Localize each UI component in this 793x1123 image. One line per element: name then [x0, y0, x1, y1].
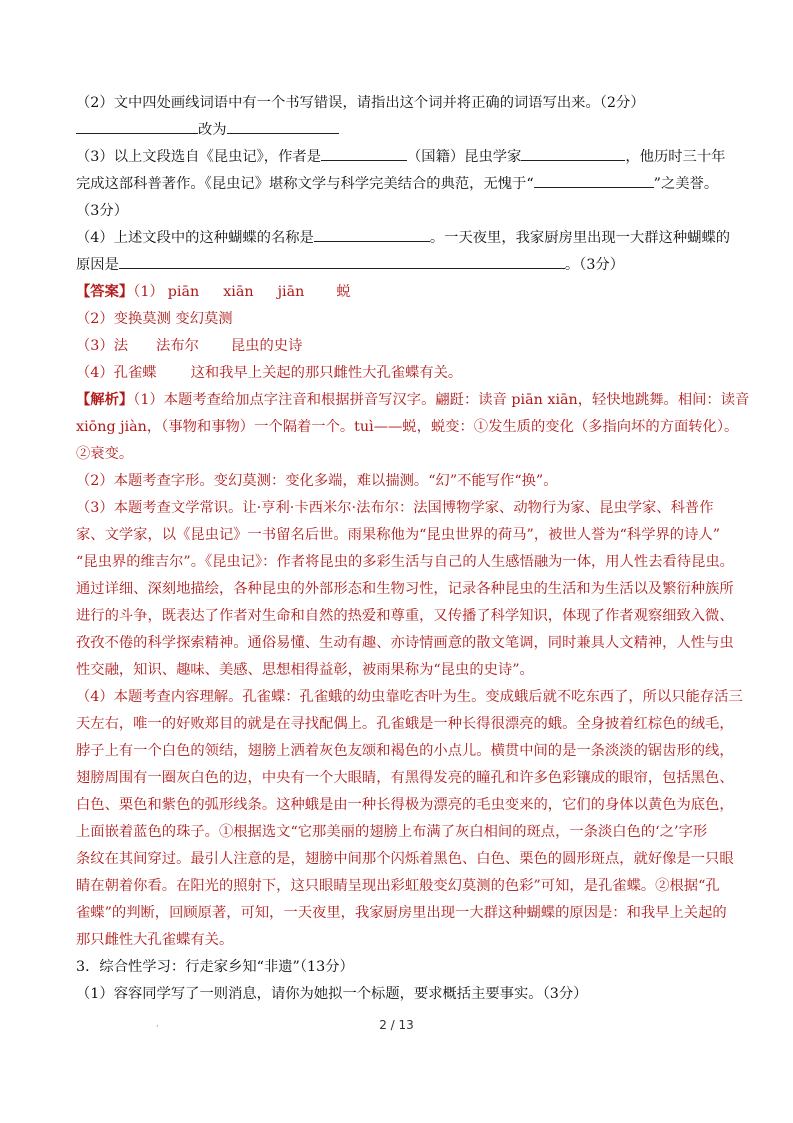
analysis-line: 天左右，唯一的好败郑目的就是在寻找配偶上。孔雀蛾是一种长得很漂亮的蛾。全身披着红棕色的绒毛， — [76, 716, 734, 732]
answer-line-2: （2）变换莫测 变幻莫测 — [76, 311, 233, 327]
answer-blank[interactable] — [321, 146, 407, 161]
question-4-line2 — [76, 252, 726, 279]
answer-blank[interactable] — [521, 146, 625, 161]
question-3 — [76, 144, 726, 171]
answer-1-item: 蜕 — [336, 284, 351, 300]
question-2: （2）文中四处画线词语中有一个书写错误，请指出这个词并将正确的词语写出来。（2分） — [76, 95, 645, 111]
answer-line-4 — [76, 360, 726, 387]
analysis-line: 家、文学家，以《昆虫记》一书留名后世。雨果称他为“昆虫世界的荷马”，被世人誉为“科学界的诗人” — [76, 527, 720, 543]
question-4-text-b: 。一天夜里，我家厨房里出现一大群这种蝴蝶的 — [429, 230, 731, 246]
analysis-line: 白色、栗色和紫色的弧形线条。这种蛾是由一种长得极为漂亮的毛虫变来的，它们的身体以黄色为底色， — [76, 797, 734, 813]
question-3-line2 — [76, 171, 726, 198]
question-3-text-e: ”之美誉。 — [653, 176, 719, 192]
analysis-text: （1）本题考查给加点字注音和根据拼音写汉字。翩跹：读音 piān xiān，轻快地跳舞。相间：读音 — [133, 392, 750, 408]
comprehensive-question-title: 3．综合性学习：行走家乡知“非遗”（13分） — [76, 959, 354, 975]
analysis-line: 睛在朝着你看。在阳光的照射下，这只眼睛呈现出彩虹般变幻莫测的色彩”可知，是孔雀蝶。②根据“孔 — [76, 878, 720, 894]
answer-1-item: xiān — [223, 284, 254, 300]
question-4-text-c: 原因是 — [76, 257, 119, 273]
analysis-line: 通过详细、深刻地描绘，各种昆虫的外部形态和生物习性，记录各种昆虫的生活和为生活以及繁衍种族所 — [76, 581, 734, 597]
analysis-line: （4）本题考查内容理解。孔雀蝶：孔雀蛾的幼虫靠吃杏叶为生。变成蛾后就不吃东西了，所以只能存活三 — [76, 689, 743, 705]
question-3-text-c: ，他历时三十年 — [625, 149, 726, 165]
page-mark: · — [156, 1022, 159, 1032]
answer-1-item: jiān — [277, 284, 305, 300]
answer-blank[interactable] — [314, 227, 430, 242]
change-to-label: 改为 — [198, 122, 227, 138]
analysis-line: 性交融，知识、趣味、美感、思想相得益彰，被雨果称为“昆虫的史诗”。 — [76, 662, 534, 678]
analysis-line: 翅膀周围有一圈灰白色的边，中央有一个大眼睛，有黑得发亮的瞳孔和许多色彩镶成的眼帘，包括黑色、 — [76, 770, 734, 786]
answer-blank[interactable] — [76, 119, 198, 134]
page-number: 2 / 13 — [379, 1018, 414, 1032]
analysis-line: xiōng jiàn，（事物和事物）一个隔着一个。tuì——蜕，蜕变：①发生质的变化（多指向坏的方面转化）。 — [76, 419, 739, 435]
answer-blank[interactable] — [119, 254, 565, 269]
analysis-line — [76, 387, 750, 414]
comprehensive-question-1: （1）容容同学写了一则消息，请你为她拟一个标题，要求概括主要事实。（3分） — [76, 986, 588, 1002]
analysis-line: 进行的斗争，既表达了作者对生命和自然的热爱和尊重，又传播了科学知识，体现了作者观察细致入微、 — [76, 608, 734, 624]
answer-1-prefix: （1） — [133, 284, 164, 300]
answer-3-b: 法布尔 — [156, 338, 199, 354]
analysis-tag: 【解析】 — [76, 392, 134, 408]
analysis-line: 雀蝶”的判断，回顾原著，可知，一天夜里，我家厨房里出现一大群这种蝴蝶的原因是：和我早上关起的 — [76, 905, 727, 921]
analysis-line: 那只雌性大孔雀蝶有关。 — [76, 932, 234, 948]
answer-4-b: 这和我早上关起的那只雌性大孔雀蝶有关。 — [190, 365, 463, 381]
analysis-line: 孜孜不倦的科学探索精神。通俗易懂、生动有趣、亦诗情画意的散文笔调，同时兼具人文精神，人性与虫 — [76, 635, 734, 651]
question-3-score: （3分） — [76, 203, 128, 219]
question-2-blanks — [76, 117, 726, 144]
analysis-line: （2）本题考查字形。变幻莫测：变化多端，难以揣测。“幻”不能写作“换”。 — [76, 473, 558, 489]
question-3-text-d: 完成这部科普著作。《昆虫记》堪称文学与科学完美结合的典范，无愧于“ — [76, 176, 534, 192]
question-3-text-b: （国籍）昆虫学家 — [407, 149, 522, 165]
answer-line-1 — [76, 279, 726, 306]
analysis-line: 上面嵌着蓝色的珠子。①根据选文“它那美丽的翅膀上布满了灰白相间的斑点，一条淡白色的‘之’字形 — [76, 824, 708, 840]
analysis-line: 脖子上有一个白色的领结，翅膀上洒着灰色友颂和褐色的小点儿。横贯中间的是一条淡淡的锯齿形的线， — [76, 743, 734, 759]
analysis-line: （3）本题考查文学常识。让·亨利·卡西米尔·法布尔：法国博物学家、动物行为家、昆虫学家、科普作 — [76, 500, 714, 516]
analysis-line: ②衰变。 — [76, 446, 134, 462]
question-4-text-a: （4）上述文段中的这种蝴蝶的名称是 — [76, 230, 314, 246]
answer-blank[interactable] — [227, 119, 339, 134]
answer-3-a: （3）法 — [76, 338, 128, 354]
question-4 — [76, 225, 731, 252]
answer-3-c: 昆虫的史诗 — [230, 338, 303, 354]
answer-line-3 — [76, 333, 726, 360]
answer-4-a: （4）孔雀蝶 — [76, 365, 157, 381]
answer-blank[interactable] — [534, 173, 654, 188]
question-3-text-a: （3）以上文段选自《昆虫记》，作者是 — [76, 149, 321, 165]
analysis-line: “昆虫界的维吉尔”。《昆虫记》：作者将昆虫的多彩生活与自己的人生感悟融为一体，用人性去看待昆虫。 — [76, 554, 734, 570]
question-4-text-d: 。（3分） — [564, 257, 625, 273]
analysis-line: 条纹在其间穿过。最引人注意的是，翅膀中间那个闪烁着黑色、白色、栗色的圆形斑点，就好像是一只眼 — [76, 851, 734, 867]
document-body — [76, 90, 750, 1008]
answer-tag: 【答案】 — [76, 284, 134, 300]
answer-1-item: piān — [167, 284, 200, 300]
